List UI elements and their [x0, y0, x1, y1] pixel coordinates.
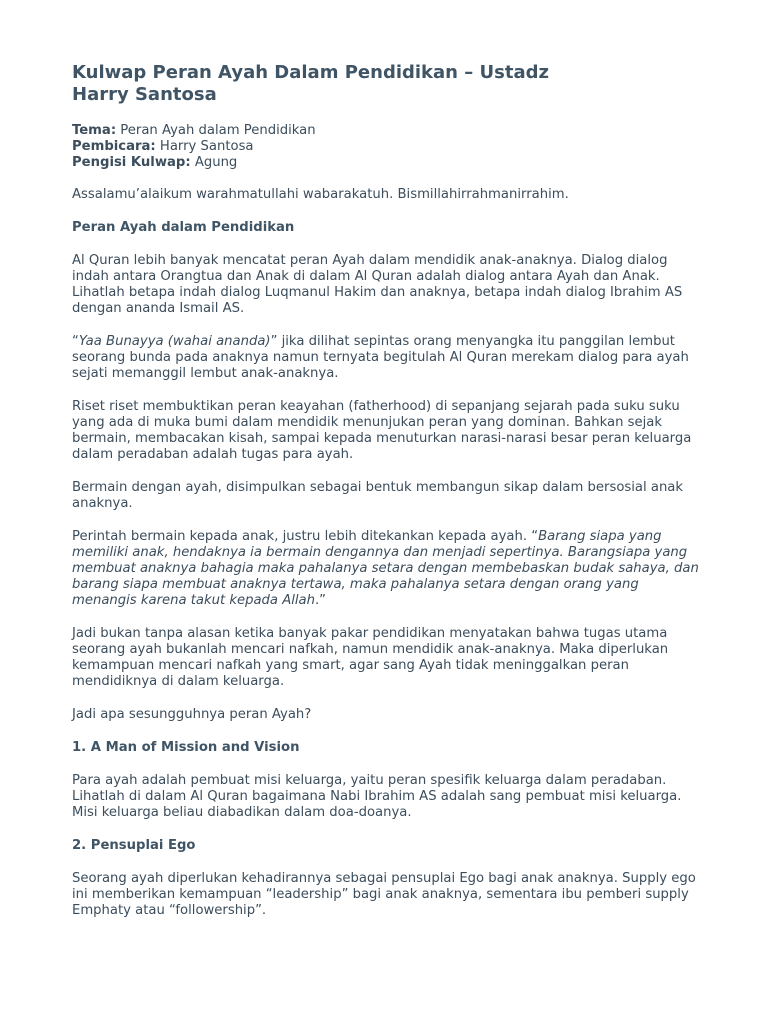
- paragraph-question: Jadi apa sesungguhnya peran Ayah?: [72, 707, 312, 722]
- italic-quote: Yaa Bunayya (wahai ananda): [78, 334, 271, 349]
- article: [72, 62, 706, 936]
- paragraph-yaa-bunayya: [72, 334, 706, 382]
- meta-pembicara: [72, 139, 706, 155]
- page-title: [72, 62, 706, 106]
- paragraph-al-quran: Al Quran lebih banyak mencatat peran Ayah dalam mendidik anak-anaknya. Dialog dialog indah antara Orangtua dan Anak di dalam Al Quran adalah dialog antara Ayah dan Anak. Lihatlah betapa indah dialog Luqmanul Hakim dan anaknya, betapa indah dialog Ibrahim AS dengan ananda Ismail AS.: [72, 253, 683, 316]
- title-line-2: Harry Santosa: [72, 84, 217, 105]
- greeting-paragraph: Assalamu’alaikum warahmatullahi wabarakatuh. Bismillahirrahmanirrahim.: [72, 187, 569, 202]
- article-meta: [72, 123, 706, 171]
- quote-open: “: [72, 334, 79, 349]
- meta-tema: [72, 123, 706, 139]
- paragraph-perintah: [72, 529, 706, 609]
- paragraph-bermain: Bermain dengan ayah, disimpulkan sebagai bentuk membangun sikap dalam bersosial anak anaknya.: [72, 480, 684, 511]
- paragraph-jadi-bukan: Jadi bukan tanpa alasan ketika banyak pakar pendidikan menyatakan bahwa tugas utama seorang ayah bukanlah mencari nafkah, namun mendidik anak-anaknya. Maka diperlukan kemampuan mencari nafkah yang smart, agar sang Ayah tidak meninggalkan peran mendidiknya di dalam keluarga.: [72, 626, 669, 689]
- meta-tema-value: Peran Ayah dalam Pendidikan: [116, 123, 316, 138]
- meta-pembicara-label: Pembicara:: [72, 139, 156, 154]
- paragraph-misi: Para ayah adalah pembuat misi keluarga, yaitu peran spesifik keluarga dalam peradaban. Lihatlah di dalam Al Quran bagaimana Nabi Ibrahim AS adalah sang pembuat misi keluarga. Misi keluarga beliau diabadikan dalam doa-doanya.: [72, 773, 682, 820]
- paragraph-riset: Riset riset membuktikan peran keayahan (fatherhood) di sepanjang sejarah pada suku suku yang ada di muka bumi dalam mendidik menunjukan peran yang dominan. Bahkan sejak bermain, membacakan kisah, sampai kepada menuturkan narasi-narasi besar peran keluarga dalam peradaban adalah tugas para ayah.: [72, 399, 692, 462]
- section-heading-pensuplai-ego: 2. Pensuplai Ego: [72, 838, 196, 853]
- title-line-1: Kulwap Peran Ayah Dalam Pendidikan – Ustadz: [72, 62, 549, 83]
- section-heading-mission-vision: 1. A Man of Mission and Vision: [72, 740, 300, 755]
- meta-pembicara-value: Harry Santosa: [155, 139, 254, 154]
- italic-quote: Barang siapa yang memiliki anak, hendaknya ia bermain dengannya dan menjadi sepertinya. Barangsiapa yang membuat anaknya bahagia maka pahalanya setara dengan membebaskan budak sahaya, dan barang siapa membuat anaknya tertawa, maka pahalanya setara dengan orang yang menangis karena takut kepada Allah: [72, 529, 699, 608]
- meta-pengisi: [72, 155, 706, 171]
- paragraph-text: Perintah bermain kepada anak, justru lebih ditekankan kepada ayah. “: [72, 529, 539, 544]
- quote-close: .”: [314, 593, 327, 608]
- section-heading-peran-ayah: Peran Ayah dalam Pendidikan: [72, 220, 295, 235]
- meta-pengisi-label: Pengisi Kulwap:: [72, 155, 191, 170]
- meta-pengisi-value: Agung: [190, 155, 238, 170]
- meta-tema-label: Tema:: [72, 123, 117, 138]
- paragraph-ego: Seorang ayah diperlukan kehadirannya sebagai pensuplai Ego bagi anak anaknya. Supply ego ini memberikan kemampuan “leadership” bagi anak anaknya, sementara ibu pemberi supply Emphaty atau “followership”.: [72, 871, 696, 918]
- paragraph-text: ” jika dilihat sepintas orang menyangka itu panggilan lembut seorang bunda pada anaknya namun ternyata begitulah Al Quran merekam dialog para ayah sejati memanggil lembut anak-anaknya.: [72, 334, 689, 381]
